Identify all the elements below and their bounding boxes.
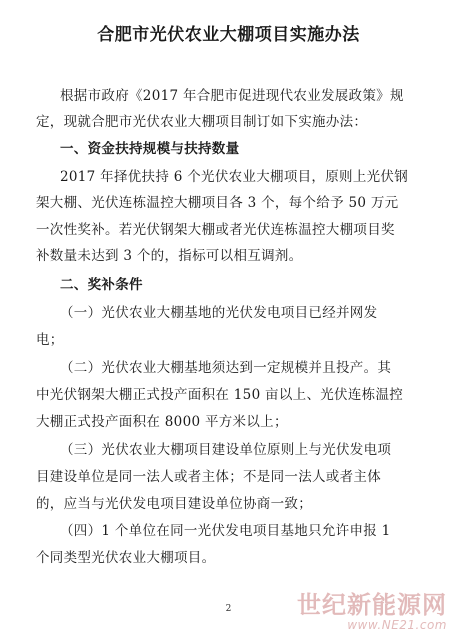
paragraph-line: 补数量未达到 3 个的，指标可以相互调剂。	[36, 248, 303, 264]
paragraph-line: （二）光伏农业大棚基地须达到一定规模并且投产。其	[60, 360, 392, 376]
paragraph-line: （一）光伏农业大棚基地的光伏发电项目已经并网发	[60, 305, 378, 321]
paragraph-line: 一次性奖补。若光伏钢架大棚或者光伏连栋温控大棚项目奖	[36, 222, 395, 238]
page-number: 2	[225, 604, 232, 614]
paragraph-line: 目建设单位是同一法人或者主体；不是同一法人或者主体	[36, 469, 381, 485]
watermark	[297, 592, 447, 632]
paragraph-line: 的，应当与光伏发电项目建设单位协商一致；	[36, 496, 312, 512]
paragraph-line: 定，现就合肥市光伏农业大棚项目制订如下实施办法：	[36, 114, 368, 130]
watermark-text: 世纪新能源网	[297, 591, 447, 619]
watermark-url: www.NE21.com	[347, 618, 447, 632]
paragraph-line: 根据市政府《2017 年合肥市促进现代农业发展政策》规	[60, 88, 404, 104]
paragraph-line: 中光伏钢架大棚正式投产面积在 150 亩以上、光伏连栋温控	[36, 387, 404, 403]
section-heading: 二、奖补条件	[60, 277, 143, 293]
paragraph-line: 架大棚、光伏连栋温控大棚项目各 3 个，每个给予 50 万元	[36, 195, 399, 211]
section-heading: 一、资金扶持规模与扶持数量	[60, 141, 240, 157]
paragraph-line: 个同类型光伏农业大棚项目。	[36, 550, 216, 566]
document-title: 合肥市光伏农业大棚项目实施办法	[97, 25, 360, 45]
paragraph-line: （四）1 个单位在同一光伏发电项目基地只允许申报 1	[60, 523, 391, 539]
paragraph-line: 大棚正式投产面积在 8000 平方米以上；	[36, 414, 288, 430]
paragraph-line: 2017 年择优扶持 6 个光伏农业大棚项目，原则上光伏钢	[60, 169, 409, 185]
paragraph-line: 电；	[36, 332, 64, 348]
paragraph-line: （三）光伏农业大棚项目建设单位原则上与光伏发电项	[60, 442, 392, 458]
